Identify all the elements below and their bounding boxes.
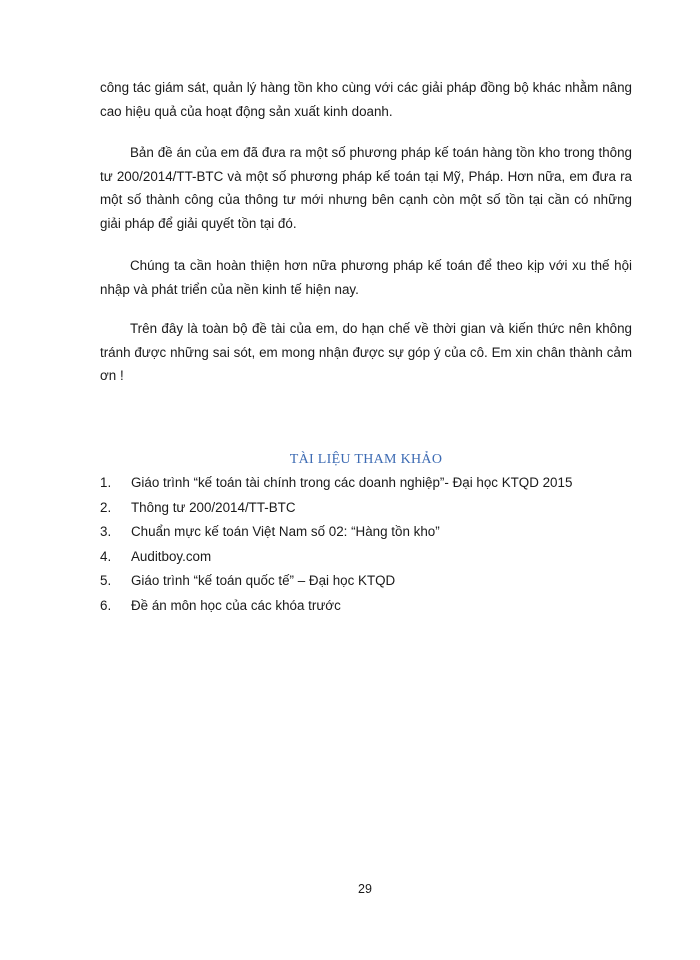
reference-item [100,569,640,594]
page-number: 29 [358,882,372,896]
reference-number: 4. [100,548,112,564]
reference-text: Thông tư 200/2014/TT-BTC [131,499,296,515]
references-list [100,471,640,619]
reference-number: 6. [100,597,112,613]
reference-item [100,471,640,496]
reference-item [100,496,640,521]
reference-item [100,545,640,570]
paragraph-closing: Trên đây là toàn bộ đề tài của em, do hạn chế về thời gian và kiến thức nên không tránh được những sai sót, em mong nhận được sự góp ý của cô. Em xin chân thành cảm ơn ! [100,321,632,383]
reference-text: Auditboy.com [131,548,212,564]
reference-text: Chuẩn mực kế toán Việt Nam số 02: “Hàng tồn kho” [131,524,440,540]
reference-text: Giáo trình “kế toán quốc tế” – Đại học KTQD [131,573,396,589]
paragraph-continuation: công tác giám sát, quản lý hàng tồn kho cùng với các giải pháp đồng bộ khác nhằm nâng cao hiệu quả của hoạt động sản xuất kinh doanh. [100,80,632,119]
reference-item [100,594,640,619]
references-title: TÀI LIỆU THAM KHẢO [289,452,443,467]
reference-number: 1. [100,475,112,490]
reference-text: Đề án môn học của các khóa trước [131,597,341,613]
paragraph-project-summary: Bản đề án của em đã đưa ra một số phương pháp kế toán hàng tồn kho trong thông tư 200/2014/TT-BTC và một số phương pháp kế toán tại Mỹ, Pháp. Hơn nữa, em đưa ra một số thành công của thông tư mới nhưng bên cạnh còn một số tồn tại cần có những giải pháp để giải quyết tồn tại đó. [100,145,632,231]
reference-number: 5. [100,573,112,589]
reference-text: Giáo trình “kế toán tài chính trong các doanh nghiệp”- Đại học KTQD 2015 [131,475,573,490]
reference-number: 3. [100,524,112,540]
reference-number: 2. [100,499,112,515]
reference-item [100,520,640,545]
paragraph-improvement: Chúng ta cần hoàn thiện hơn nữa phương pháp kế toán để theo kịp với xu thế hội nhập và phát triển của nền kinh tế hiện nay. [100,258,632,297]
